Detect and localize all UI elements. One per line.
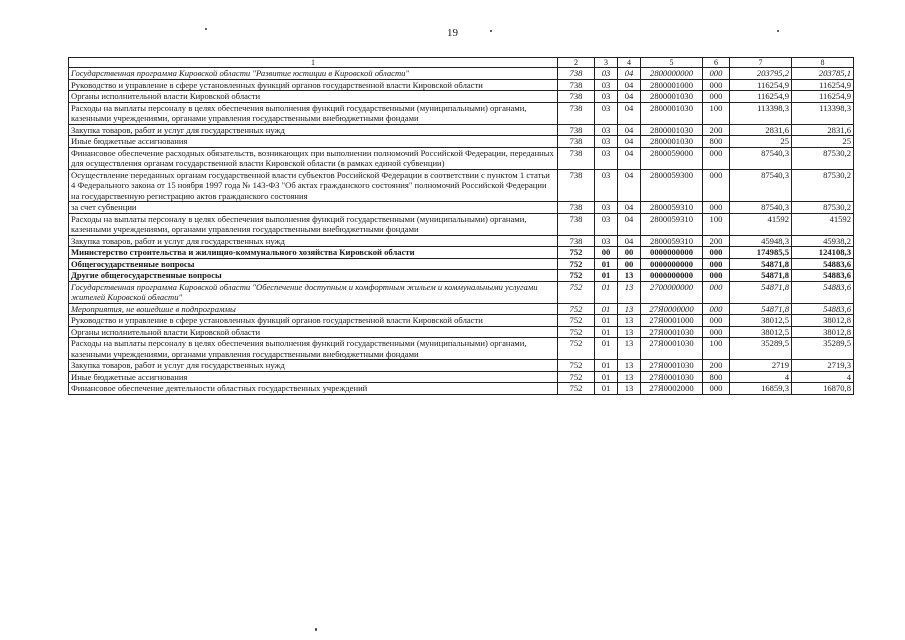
expense-type-code: 000: [703, 247, 730, 259]
target-article-code: 2800059310: [641, 202, 703, 214]
column-header: 8: [792, 58, 854, 68]
column-header: 7: [730, 58, 792, 68]
amount-year-1: 2831,6: [730, 124, 792, 136]
row-name: Закупка товаров, работ и услуг для государственных нужд: [69, 360, 558, 372]
table-row: [69, 338, 854, 360]
table-row: [69, 124, 854, 136]
amount-year-1: 116254,9: [730, 79, 792, 91]
table-row: [69, 326, 854, 338]
admin-code: 738: [558, 202, 595, 214]
amount-year-1: 113398,3: [730, 102, 792, 124]
section-code: 01: [595, 326, 618, 338]
admin-code: 752: [558, 315, 595, 327]
section-code: 01: [595, 315, 618, 327]
section-code: 03: [595, 235, 618, 247]
admin-code: 752: [558, 281, 595, 303]
row-name: Другие общегосударственные вопросы: [69, 270, 558, 282]
column-header: 1: [69, 58, 558, 68]
expense-type-code: 000: [703, 281, 730, 303]
subsection-code: 00: [618, 247, 641, 259]
table-row: [69, 258, 854, 270]
admin-code: 752: [558, 247, 595, 259]
target-article-code: 27Я0001030: [641, 371, 703, 383]
section-code: 01: [595, 270, 618, 282]
table-row: [69, 136, 854, 148]
row-name: Закупка товаров, работ и услуг для государственных нужд: [69, 124, 558, 136]
target-article-code: 2800059000: [641, 147, 703, 169]
section-code: 01: [595, 303, 618, 315]
section-code: 03: [595, 169, 618, 202]
amount-year-1: 87540,3: [730, 202, 792, 214]
table-row: [69, 79, 854, 91]
amount-year-1: 54871,8: [730, 281, 792, 303]
subsection-code: 04: [618, 79, 641, 91]
amount-year-1: 87540,3: [730, 169, 792, 202]
admin-code: 752: [558, 303, 595, 315]
admin-code: 738: [558, 213, 595, 235]
amount-year-2: 116254,9: [792, 79, 854, 91]
admin-code: 752: [558, 270, 595, 282]
budget-table: [68, 57, 854, 395]
amount-year-2: 2831,6: [792, 124, 854, 136]
subsection-code: 13: [618, 281, 641, 303]
header-row: [69, 58, 854, 68]
section-code: 01: [595, 383, 618, 395]
row-name: за счет субвенции: [69, 202, 558, 214]
row-name: Государственная программа Кировской области "Обеспечение доступным и комфортным жильем и коммунальными услугами жителей Кировской области": [69, 281, 558, 303]
expense-type-code: 000: [703, 303, 730, 315]
row-name: Министерство строительства и жилищно-коммунального хозяйства Кировской области: [69, 247, 558, 259]
expense-type-code: 000: [703, 169, 730, 202]
subsection-code: 13: [618, 338, 641, 360]
amount-year-1: 16859,3: [730, 383, 792, 395]
column-header: 2: [558, 58, 595, 68]
section-code: 03: [595, 202, 618, 214]
target-article-code: 0000000000: [641, 247, 703, 259]
amount-year-2: 113398,3: [792, 102, 854, 124]
target-article-code: 0000000000: [641, 258, 703, 270]
expense-type-code: 200: [703, 360, 730, 372]
section-code: 03: [595, 91, 618, 103]
table-row: [69, 102, 854, 124]
scan-speck: [777, 30, 779, 32]
amount-year-2: 54883,6: [792, 258, 854, 270]
admin-code: 738: [558, 79, 595, 91]
table-row: [69, 303, 854, 315]
scan-speck: [490, 30, 492, 32]
section-code: 03: [595, 147, 618, 169]
subsection-code: 13: [618, 371, 641, 383]
amount-year-2: 45938,2: [792, 235, 854, 247]
scan-speck: [315, 628, 317, 631]
amount-year-2: 2719,3: [792, 360, 854, 372]
subsection-code: 13: [618, 315, 641, 327]
subsection-code: 04: [618, 102, 641, 124]
column-header: 3: [595, 58, 618, 68]
section-code: 01: [595, 371, 618, 383]
subsection-code: 13: [618, 270, 641, 282]
expense-type-code: 000: [703, 68, 730, 80]
expense-type-code: 200: [703, 235, 730, 247]
amount-year-1: 87540,3: [730, 147, 792, 169]
target-article-code: 2800059310: [641, 235, 703, 247]
row-name: Руководство и управление в сфере установленных функций органов государственной власти Кировской области: [69, 315, 558, 327]
expense-type-code: 100: [703, 213, 730, 235]
target-article-code: 2800059310: [641, 213, 703, 235]
row-name: Расходы на выплаты персоналу в целях обеспечения выполнения функций государственными (муниципальными) органами, казенными учреждениями, органами управления государственными внебюджетными фондами: [69, 102, 558, 124]
subsection-code: 04: [618, 213, 641, 235]
table-row: [69, 213, 854, 235]
table-row: [69, 281, 854, 303]
expense-type-code: 000: [703, 202, 730, 214]
expense-type-code: 000: [703, 79, 730, 91]
amount-year-1: 38012,5: [730, 315, 792, 327]
subsection-code: 04: [618, 136, 641, 148]
admin-code: 738: [558, 136, 595, 148]
row-name: Государственная программа Кировской области "Развитие юстиции в Кировской области": [69, 68, 558, 80]
section-code: 03: [595, 136, 618, 148]
subsection-code: 04: [618, 202, 641, 214]
section-code: 03: [595, 213, 618, 235]
section-code: 00: [595, 247, 618, 259]
scan-speck: [205, 28, 207, 30]
table-row: [69, 315, 854, 327]
amount-year-2: 116254,9: [792, 91, 854, 103]
section-code: 03: [595, 79, 618, 91]
admin-code: 738: [558, 124, 595, 136]
target-article-code: 2800059300: [641, 169, 703, 202]
table-row: [69, 383, 854, 395]
expense-type-code: 000: [703, 383, 730, 395]
expense-type-code: 000: [703, 326, 730, 338]
amount-year-1: 4: [730, 371, 792, 383]
row-name: Осуществление переданных органам государственной власти субъектов Российской Федерации в соответствии с пунктом 1 статьи 4 Федерального закона от 15 ноября 1997 года № 143-ФЗ "Об актах гражданского состояния" полномочий Российской Федерации на государственную регистрацию актов гражданского состояния: [69, 169, 558, 202]
amount-year-1: 35289,5: [730, 338, 792, 360]
target-article-code: 27Я0001030: [641, 360, 703, 372]
expense-type-code: 000: [703, 270, 730, 282]
table-row: [69, 247, 854, 259]
row-name: Иные бюджетные ассигнования: [69, 136, 558, 148]
expense-type-code: 100: [703, 102, 730, 124]
amount-year-1: 38012,5: [730, 326, 792, 338]
table-row: [69, 68, 854, 80]
expense-type-code: 800: [703, 136, 730, 148]
page-number: 19: [447, 27, 458, 39]
amount-year-1: 54871,8: [730, 258, 792, 270]
section-code: 01: [595, 360, 618, 372]
row-name: Общегосударственные вопросы: [69, 258, 558, 270]
expense-type-code: 100: [703, 338, 730, 360]
amount-year-2: 87530,2: [792, 202, 854, 214]
expense-type-code: 000: [703, 258, 730, 270]
subsection-code: 13: [618, 326, 641, 338]
row-name: Мероприятия, не вошедшие в подпрограммы: [69, 303, 558, 315]
subsection-code: 04: [618, 91, 641, 103]
subsection-code: 13: [618, 383, 641, 395]
table-row: [69, 360, 854, 372]
table-row: [69, 371, 854, 383]
admin-code: 752: [558, 338, 595, 360]
expense-type-code: 800: [703, 371, 730, 383]
target-article-code: 2800001030: [641, 124, 703, 136]
table-row: [69, 202, 854, 214]
target-article-code: 0000000000: [641, 270, 703, 282]
section-code: 01: [595, 281, 618, 303]
row-name: Органы исполнительной власти Кировской области: [69, 91, 558, 103]
admin-code: 752: [558, 371, 595, 383]
admin-code: 738: [558, 147, 595, 169]
column-header: 4: [618, 58, 641, 68]
row-name: Закупка товаров, работ и услуг для государственных нужд: [69, 235, 558, 247]
amount-year-1: 203795,2: [730, 68, 792, 80]
target-article-code: 27Я0001030: [641, 326, 703, 338]
row-name: Органы исполнительной власти Кировской области: [69, 326, 558, 338]
expense-type-code: 000: [703, 147, 730, 169]
amount-year-2: 35289,5: [792, 338, 854, 360]
section-code: 03: [595, 124, 618, 136]
row-name: Финансовое обеспечение расходных обязательств, возникающих при выполнении полномочий Российской Федерации, переданных для осуществления органам государственной власти Кировской области (в рамках единой субвенции): [69, 147, 558, 169]
target-article-code: 27Я0000000: [641, 303, 703, 315]
admin-code: 752: [558, 258, 595, 270]
expense-type-code: 200: [703, 124, 730, 136]
target-article-code: 27Я0001030: [641, 338, 703, 360]
amount-year-2: 87530,2: [792, 147, 854, 169]
row-name: Расходы на выплаты персоналу в целях обеспечения выполнения функций государственными (муниципальными) органами, казенными учреждениями, органами управления государственными внебюджетными фондами: [69, 338, 558, 360]
amount-year-2: 38012,8: [792, 315, 854, 327]
admin-code: 752: [558, 360, 595, 372]
subsection-code: 04: [618, 68, 641, 80]
column-header: 6: [703, 58, 730, 68]
table-row: [69, 169, 854, 202]
amount-year-2: 124108,3: [792, 247, 854, 259]
subsection-code: 04: [618, 147, 641, 169]
amount-year-1: 41592: [730, 213, 792, 235]
subsection-code: 13: [618, 303, 641, 315]
subsection-code: 04: [618, 169, 641, 202]
amount-year-2: 41592: [792, 213, 854, 235]
row-name: Финансовое обеспечение деятельности областных государственных учреждений: [69, 383, 558, 395]
section-code: 01: [595, 258, 618, 270]
subsection-code: 00: [618, 258, 641, 270]
row-name: Расходы на выплаты персоналу в целях обеспечения выполнения функций государственными (муниципальными) органами, казенными учреждениями, органами управления государственными внебюджетными фондами: [69, 213, 558, 235]
admin-code: 738: [558, 68, 595, 80]
subsection-code: 04: [618, 124, 641, 136]
amount-year-1: 45948,3: [730, 235, 792, 247]
table-row: [69, 270, 854, 282]
target-article-code: 2800000000: [641, 68, 703, 80]
amount-year-1: 174985,5: [730, 247, 792, 259]
section-code: 01: [595, 338, 618, 360]
amount-year-1: 25: [730, 136, 792, 148]
target-article-code: 2800001030: [641, 91, 703, 103]
target-article-code: 27Я0001000: [641, 315, 703, 327]
target-article-code: 2800001000: [641, 79, 703, 91]
table-row: [69, 147, 854, 169]
amount-year-1: 54871,8: [730, 270, 792, 282]
target-article-code: 2800001030: [641, 136, 703, 148]
table-row: [69, 235, 854, 247]
target-article-code: 2800001030: [641, 102, 703, 124]
section-code: 03: [595, 68, 618, 80]
expense-type-code: 000: [703, 91, 730, 103]
admin-code: 738: [558, 169, 595, 202]
admin-code: 738: [558, 102, 595, 124]
amount-year-2: 54883,6: [792, 303, 854, 315]
admin-code: 752: [558, 326, 595, 338]
target-article-code: 27Я0002000: [641, 383, 703, 395]
amount-year-2: 87530,2: [792, 169, 854, 202]
amount-year-2: 54883,6: [792, 281, 854, 303]
amount-year-2: 38012,8: [792, 326, 854, 338]
expense-type-code: 000: [703, 315, 730, 327]
subsection-code: 13: [618, 360, 641, 372]
amount-year-1: 116254,9: [730, 91, 792, 103]
amount-year-2: 25: [792, 136, 854, 148]
amount-year-2: 16870,8: [792, 383, 854, 395]
section-code: 03: [595, 102, 618, 124]
row-name: Иные бюджетные ассигнования: [69, 371, 558, 383]
amount-year-2: 54883,6: [792, 270, 854, 282]
target-article-code: 2700000000: [641, 281, 703, 303]
row-name: Руководство и управление в сфере установленных функций органов государственной власти Кировской области: [69, 79, 558, 91]
amount-year-1: 54871,8: [730, 303, 792, 315]
amount-year-2: 4: [792, 371, 854, 383]
admin-code: 752: [558, 383, 595, 395]
admin-code: 738: [558, 235, 595, 247]
amount-year-1: 2719: [730, 360, 792, 372]
column-header: 5: [641, 58, 703, 68]
amount-year-2: 203785,1: [792, 68, 854, 80]
table-row: [69, 91, 854, 103]
admin-code: 738: [558, 91, 595, 103]
subsection-code: 04: [618, 235, 641, 247]
